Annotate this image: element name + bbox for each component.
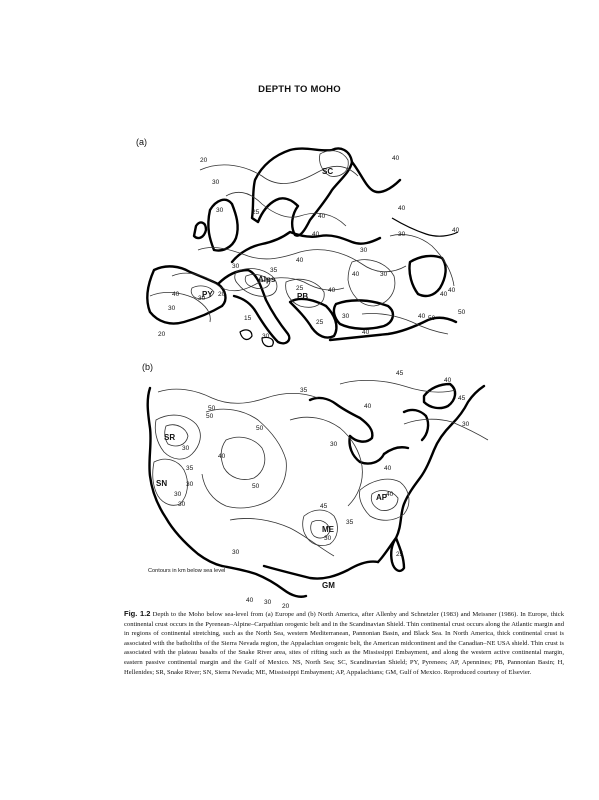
contour-label-a: 40 (398, 205, 406, 212)
figure-number: Fig. 1.2 (124, 609, 151, 618)
contour-label-a: 40 (312, 231, 320, 238)
contour-label-b: 45 (320, 503, 328, 510)
contour-label-a: 40 (392, 155, 400, 162)
contour-label-b: 50 (256, 425, 264, 432)
contour-label-b: 45 (396, 370, 404, 377)
sardinia-coast (240, 330, 252, 340)
region-label-ap: AP (376, 493, 388, 502)
contour-label-a: 40 (440, 291, 448, 298)
contour-label-b: 50 (208, 405, 216, 412)
ireland-coast (194, 223, 206, 238)
finland-coast (352, 162, 400, 192)
contour-label-a: 25 (296, 285, 304, 292)
contour-label-a: 20 (218, 291, 226, 298)
contour-label-a: 30 (198, 295, 206, 302)
region-label-sc: SC (322, 167, 334, 176)
contour-label-a: 40 (296, 257, 304, 264)
contour-b5 (230, 518, 334, 556)
contour-b2 (202, 409, 286, 508)
scandinavia-coast (252, 149, 352, 236)
contour-label-a: 30 (360, 247, 368, 254)
contour-label-b: 40 (364, 403, 372, 410)
contour-label-a: 30 (168, 305, 176, 312)
great-lakes-east (384, 447, 408, 454)
region-label-me: ME (322, 525, 334, 534)
contour-label-a: 40 (362, 329, 370, 336)
contour-label-b: 40 (246, 597, 254, 604)
contour-label-a: 40 (448, 287, 456, 294)
contour-label-b: 50 (252, 483, 260, 490)
contour-label-a: 40 (352, 271, 360, 278)
contour-label-b: 30 (174, 491, 182, 498)
contour-label-b: 30 (232, 549, 240, 556)
panel-a-label: (a) (136, 137, 147, 147)
mexico-coast (222, 566, 306, 597)
contour-east-a (348, 260, 395, 306)
contour-label-a: 30 (232, 263, 240, 270)
contour-label-a: 25 (316, 319, 324, 326)
contour-label-a: 50 (458, 309, 466, 316)
contour-label-b: 30 (324, 535, 332, 542)
contour-label-a: 40 (418, 313, 426, 320)
contour-label-b: 30 (330, 441, 338, 448)
contour-label-b: 50 (206, 413, 214, 420)
contour-label-b: 40 (386, 491, 394, 498)
contour-b3 (221, 437, 265, 479)
caption-text: Depth to the Moho below sea-level from (a) Europe and (b) North America, after Allenby and Schnetzler (1983) and Meissner (1986). In Europe, thick continental crust occurs in the Pyrenean–Alpine–Carpathian orogenic belt and in the Scandinavian Shield. Thin continental crust occurs along the Atlantic margin and in regions of continental stretching, such as the North Sea, western Mediterranean, Pannonian Basin, and Black Sea. In North America, thick continental crust is associated with the batholiths of the Sierra Nevada region, the Appalachian orogenic belt, the American midcontinent and the Canadian–NE USA shield. Thin crust is associated with the plateau basalts of the Snake River area, sites of rifting such as the Mississippi Embayment, and along the western active continental margin, eastern passive continental margin and the Gulf of Mexico. NS, North Sea; SC, Scandinavian Shield; PY, Pyrenees; AP, Apennines; PB, Pannonian Basin; H, Hellenides; SR, Snake River; SN, Sierra Nevada; ME, Mississippi Embayment; AP, Appalachians; GM, Gulf of Mexico. Reproduced courtesy of Elsevier. (124, 611, 564, 676)
contour-label-a: 40 (318, 213, 326, 220)
contour-b4 (290, 417, 362, 506)
contour-label-b: 45 (458, 395, 466, 402)
region-label-alps: Alps (258, 275, 276, 284)
figure-caption (124, 609, 564, 677)
contour-label-a: 30 (398, 231, 406, 238)
contour-label-a: 30 (212, 179, 220, 186)
contour-label-a: 40 (328, 287, 336, 294)
contour-label-b: 20 (282, 603, 290, 610)
contour-label-b: 25 (396, 551, 404, 558)
contour-units-note: Contours in km below sea level (148, 568, 226, 574)
contour-a1 (200, 165, 358, 184)
contour-label-a: 25 (252, 209, 260, 216)
contour-label-b: 40 (444, 377, 452, 384)
st-lawrence-coast (404, 410, 428, 440)
contour-label-a: 35 (270, 267, 278, 274)
contour-label-b: 30 (178, 501, 186, 508)
region-label-sn: SN (156, 479, 168, 488)
figure-title: DEPTH TO MOHO (258, 84, 341, 95)
contour-label-b: 35 (346, 519, 354, 526)
contour-label-a: 30 (216, 207, 224, 214)
contour-label-a: 20 (158, 331, 166, 338)
contour-snake-river (155, 415, 200, 459)
contour-label-a: 30 (380, 271, 388, 278)
newfoundland-coast (424, 384, 455, 408)
contour-label-a: 40 (452, 227, 460, 234)
contour-label-b: 40 (218, 453, 226, 460)
europe-moho-map (0, 0, 599, 370)
contour-label-b: 30 (186, 481, 194, 488)
anatolia-coast (330, 318, 456, 340)
contour-label-b: 30 (264, 599, 272, 606)
contour-label-a: 30 (262, 333, 270, 340)
contour-b1 (158, 389, 318, 403)
caspian-coast (409, 256, 445, 296)
atlantic-coast (378, 386, 484, 562)
contour-label-b: 30 (182, 445, 190, 452)
region-label-sr: SR (164, 433, 176, 442)
contour-label-a: 20 (200, 157, 208, 164)
contour-label-a: 30 (342, 313, 350, 320)
contour-label-b: 35 (186, 465, 194, 472)
region-label-gm: GM (322, 581, 335, 590)
north-america-moho-map (0, 360, 599, 610)
panel-b-label: (b) (142, 362, 153, 372)
contour-label-b: 40 (384, 465, 392, 472)
contour-label-a: 50 (428, 315, 436, 322)
region-label-pb: PB (297, 292, 309, 301)
contour-label-b: 35 (300, 387, 308, 394)
region-label-py: PY (202, 290, 213, 299)
gulf-coast (264, 561, 378, 578)
contour-label-b: 30 (462, 421, 470, 428)
contour-label-a: 15 (244, 315, 252, 322)
italy-coast (218, 270, 289, 343)
contour-label-a: 40 (172, 291, 180, 298)
